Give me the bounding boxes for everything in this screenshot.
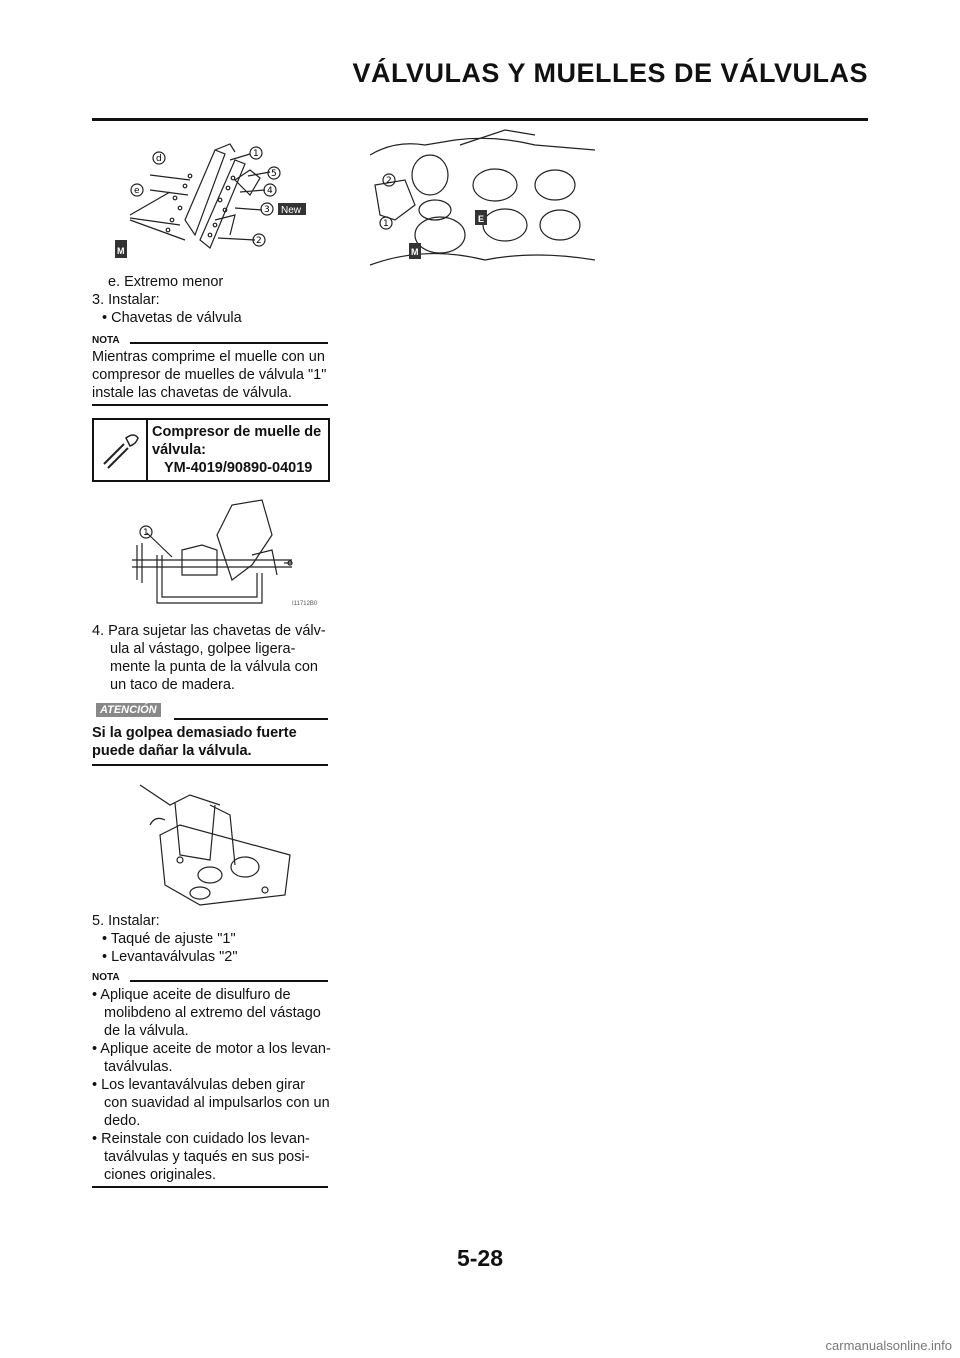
compressor-callout-1: 1	[143, 528, 149, 538]
step5-bullet1: • Taqué de ajuste "1"	[102, 931, 236, 947]
nota2-b4-line2: taválvulas y taqués en sus posi-	[104, 1149, 310, 1165]
valve-spring-compressor-illustration	[122, 495, 332, 615]
nota2-rule	[130, 980, 328, 982]
atencion-label: ATENCIÓN	[96, 703, 161, 717]
special-tool-box	[92, 418, 330, 482]
new-badge-label: New	[281, 205, 302, 216]
step3-title: 3. Instalar:	[92, 292, 160, 308]
step3-bullet: • Chavetas de válvula	[102, 310, 242, 326]
cylinder-head-illustration	[365, 125, 605, 270]
atencion-bottom-rule	[92, 764, 328, 766]
valve-tapping-illustration	[120, 775, 295, 907]
footer-watermark[interactable]: carmanualsonline.info	[825, 1338, 952, 1353]
step4-line2: ula al vástago, golpee ligera-	[110, 641, 296, 657]
step4-line3: mente la punta de la válvula con	[110, 659, 318, 675]
callout-2-right: 2	[386, 176, 392, 186]
item-e: e. Extremo menor	[108, 274, 224, 290]
tool-code: YM-4019/90890-04019	[164, 460, 313, 476]
callout-3: 3	[264, 205, 270, 215]
page-title: VÁLVULAS Y MUELLES DE VÁLVULAS	[352, 58, 868, 88]
fig2-code: I11712B0	[292, 601, 318, 607]
nota2-b3-line2: con suavidad al impulsarlos con un	[104, 1095, 330, 1111]
wrench-icon	[98, 428, 142, 472]
nota2-b1-line2: molibdeno al extremo del vástago	[104, 1005, 321, 1021]
nota2-b1-line3: de la válvula.	[104, 1023, 189, 1039]
callout-5: 5	[271, 169, 277, 179]
callout-1-right: 1	[383, 219, 389, 229]
nota1-line1: Mientras comprime el muelle con un	[92, 349, 325, 365]
tool-name-line2: válvula:	[152, 442, 206, 458]
nota1-label: NOTA	[92, 335, 120, 346]
atencion-line1: Si la golpea demasiado fuerte	[92, 725, 297, 741]
tool-name-line1: Compresor de muelle de	[152, 424, 322, 440]
nota1-line2: compresor de muelles de válvula "1"	[92, 367, 327, 383]
atencion-line2: puede dañar la válvula.	[92, 743, 252, 759]
callout-e: e	[134, 186, 140, 196]
step4-line1: 4. Para sujetar las chavetas de válv-	[92, 623, 326, 639]
nota2-label: NOTA	[92, 972, 120, 983]
step5-bullet2: • Levantaválvulas "2"	[102, 949, 238, 965]
callout-m: M	[117, 246, 125, 256]
tool-box-divider	[146, 420, 148, 480]
nota1-rule	[130, 342, 328, 344]
callout-1: 1	[253, 149, 259, 159]
callout-e-right: E	[478, 214, 485, 224]
nota1-line3: instale las chavetas de válvula.	[92, 385, 292, 401]
page-number: 5-28	[456, 1245, 504, 1271]
nota2-b4-line3: ciones originales.	[104, 1167, 217, 1183]
atencion-rule	[174, 718, 328, 720]
nota2-b2-line1: • Aplique aceite de motor a los levan-	[92, 1041, 331, 1057]
callout-d: d	[156, 154, 162, 164]
step4-line4: un taco de madera.	[110, 677, 235, 693]
nota1-bottom-rule	[92, 404, 328, 406]
nota2-bottom-rule	[92, 1186, 328, 1188]
header-rule	[92, 118, 868, 121]
callout-4: 4	[267, 186, 273, 196]
nota2-b4-line1: • Reinstale con cuidado los levan-	[92, 1131, 310, 1147]
nota2-b1-line1: • Aplique aceite de disulfuro de	[92, 987, 291, 1003]
nota2-b3-line3: dedo.	[104, 1113, 141, 1129]
callout-m-right: M	[411, 247, 419, 257]
valve-collet-illustration	[110, 140, 325, 270]
nota2-b2-line2: taválvulas.	[104, 1059, 173, 1075]
nota2-b3-line1: • Los levantaválvulas deben girar	[92, 1077, 306, 1093]
callout-2: 2	[256, 236, 262, 246]
step5-title: 5. Instalar:	[92, 913, 160, 929]
